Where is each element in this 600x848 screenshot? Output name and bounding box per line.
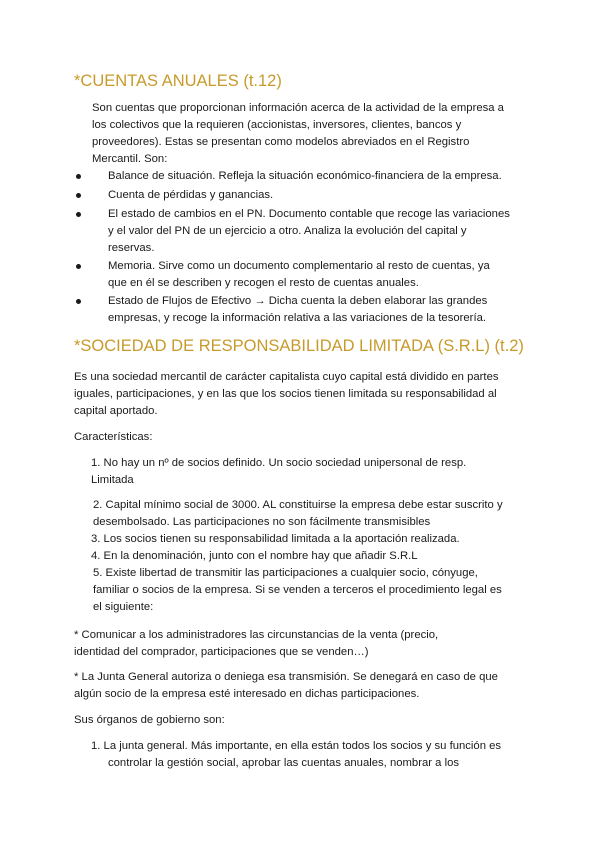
caracteristicas-label: Características: [74, 431, 153, 443]
bullet-icon [76, 193, 81, 198]
list-item: 5. Existe libertad de transmitir las participaciones a cualquier socio, cónyuge, [93, 567, 478, 579]
bullet-text: y el valor del PN de un ejercicio a otro. Analiza la evolución del capital y [108, 225, 467, 237]
section-heading-srl: *SOCIEDAD DE RESPONSABILIDAD LIMITADA (S.R.L) (t.2) [74, 337, 524, 355]
srl-intro-line: iguales, participaciones, y en las que los socios tienen limitada su responsabilidad al [74, 388, 497, 400]
intro-line: Son cuentas que proporcionan información acerca de la actividad de la empresa a [92, 102, 504, 114]
bullet-text: Cuenta de pérdidas y ganancias. [108, 189, 274, 201]
list-item: 1. No hay un nº de socios definido. Un socio sociedad unipersonal de resp. [91, 457, 467, 469]
list-item: el siguiente: [93, 601, 154, 613]
list-item: 3. Los socios tienen su responsabilidad limitada a la aportación realizada. [91, 533, 460, 545]
note-line: identidad del comprador, participaciones que se venden…) [74, 646, 369, 658]
organos-label: Sus órganos de gobierno son: [74, 714, 225, 726]
organos-item: 1. La junta general. Más importante, en ella están todos los socios y su función es [91, 740, 502, 752]
bullet-icon [76, 299, 81, 304]
srl-intro-line: capital aportado. [74, 405, 158, 417]
bullet-icon [76, 212, 81, 217]
note-line: algún socio de la empresa esté interesado en dichas participaciones. [74, 688, 420, 700]
section-heading-cuentas-anuales: *CUENTAS ANUALES (t.12) [74, 72, 282, 90]
list-item: 4. En la denominación, junto con el nombre hay que añadir S.R.L [91, 550, 418, 562]
intro-line: Mercantil. Son: [92, 153, 168, 165]
bullet-text: Balance de situación. Refleja la situación económico-financiera de la empresa. [108, 170, 502, 182]
list-item: familiar o socios de la empresa. Si se venden a terceros el procedimiento legal es [93, 584, 502, 596]
note-line: * Comunicar a los administradores las circunstancias de la venta (precio, [74, 629, 439, 641]
srl-intro-line: Es una sociedad mercantil de carácter capitalista cuyo capital está dividido en partes [74, 371, 499, 383]
bullet-text: empresas, y recoge la información relativa a las variaciones de la tesorería. [108, 312, 486, 324]
bullet-icon [76, 264, 81, 269]
bullet-text: reservas. [108, 242, 155, 254]
list-item: Limitada [91, 474, 134, 486]
organos-item: controlar la gestión social, aprobar las cuentas anuales, nombrar a los [108, 757, 460, 769]
bullet-text: El estado de cambios en el PN. Documento contable que recoge las variaciones [108, 208, 510, 220]
bullet-icon [76, 174, 81, 179]
list-item: 2. Capital mínimo social de 3000. AL constituirse la empresa debe estar suscrito y [93, 499, 503, 511]
intro-line: los colectivos que la requieren (accionistas, inversores, clientes, bancos y [92, 119, 462, 131]
note-line: * La Junta General autoriza o deniega esa transmisión. Se denegará en caso de que [74, 671, 498, 683]
list-item: desembolsado. Las participaciones no son fácilmente transmisibles [93, 516, 431, 528]
bullet-text: que en él se describen y recogen el resto de cuentas anuales. [108, 277, 419, 289]
bullet-text: Memoria. Sirve como un documento complementario al resto de cuentas, ya [108, 260, 490, 272]
bullet-text: Estado de Flujos de Efectivo → Dicha cuenta la deben elaborar las grandes [108, 295, 488, 307]
intro-line: proveedores). Estas se presentan como modelos abreviados en el Registro [92, 136, 470, 148]
